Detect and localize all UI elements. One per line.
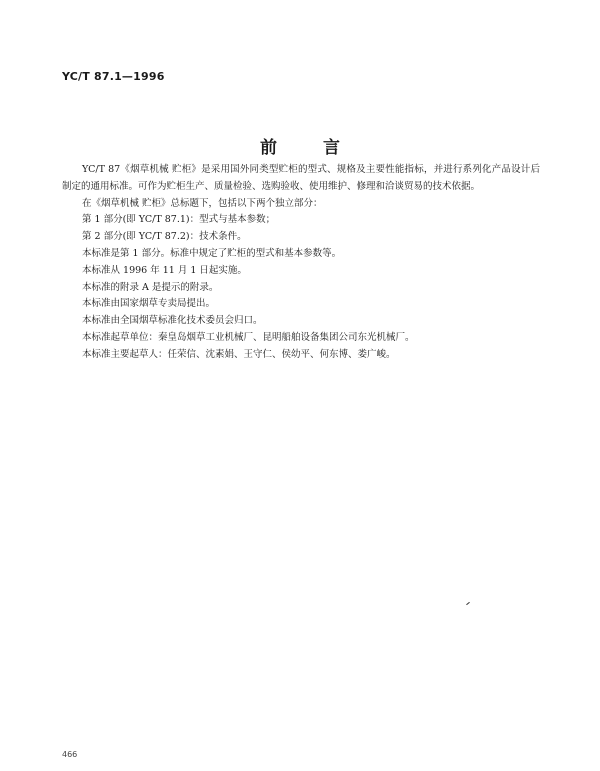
foreword-line: 本标准是第 1 部分。标准中规定了贮柜的型式和基本参数等。 (82, 247, 342, 259)
foreword-line: 本标准的附录 A 是提示的附录。 (82, 281, 219, 293)
page-title: 前 言 (260, 138, 360, 158)
foreword-line: 在《烟草机械 贮柜》总标题下，包括以下两个独立部分： (82, 197, 323, 209)
foreword-line: 本标准由国家烟草专卖局提出。 (82, 298, 216, 310)
standard-code: YC/T 87.1—1996 (62, 70, 165, 83)
foreword-line: 本标准由全国烟草标准化技术委员会归口。 (82, 315, 263, 327)
intro-paragraph: YC/T 87《烟草机械 贮柜》是采用国外同类型贮柜的型式、规格及主要性能指标，并进行系列化产品设计后制定的通用标准。可作为贮柜生产、质量检验、选购验收、使用维护、修理和洽谈贸易的技术依据。 (62, 164, 540, 192)
foreword-line: 本标准起草单位：秦皇岛烟草工业机械厂、昆明船舶设备集团公司东光机械厂。 (82, 331, 415, 343)
page-number: 466 (62, 750, 78, 759)
foreword-line: 第 2 部分(即 YC/T 87.2)：技术条件。 (82, 231, 247, 243)
foreword-line: 本标准主要起草人：任荣信、沈素娟、王守仁、侯幼平、何东博、娄广峻。 (82, 348, 396, 360)
foreword-line: 本标准从 1996 年 11 月 1 日起实施。 (82, 264, 247, 276)
scan-mark (466, 602, 470, 605)
foreword-body (62, 162, 540, 364)
foreword-line: 第 1 部分(即 YC/T 87.1)：型式与基本参数； (82, 214, 276, 226)
